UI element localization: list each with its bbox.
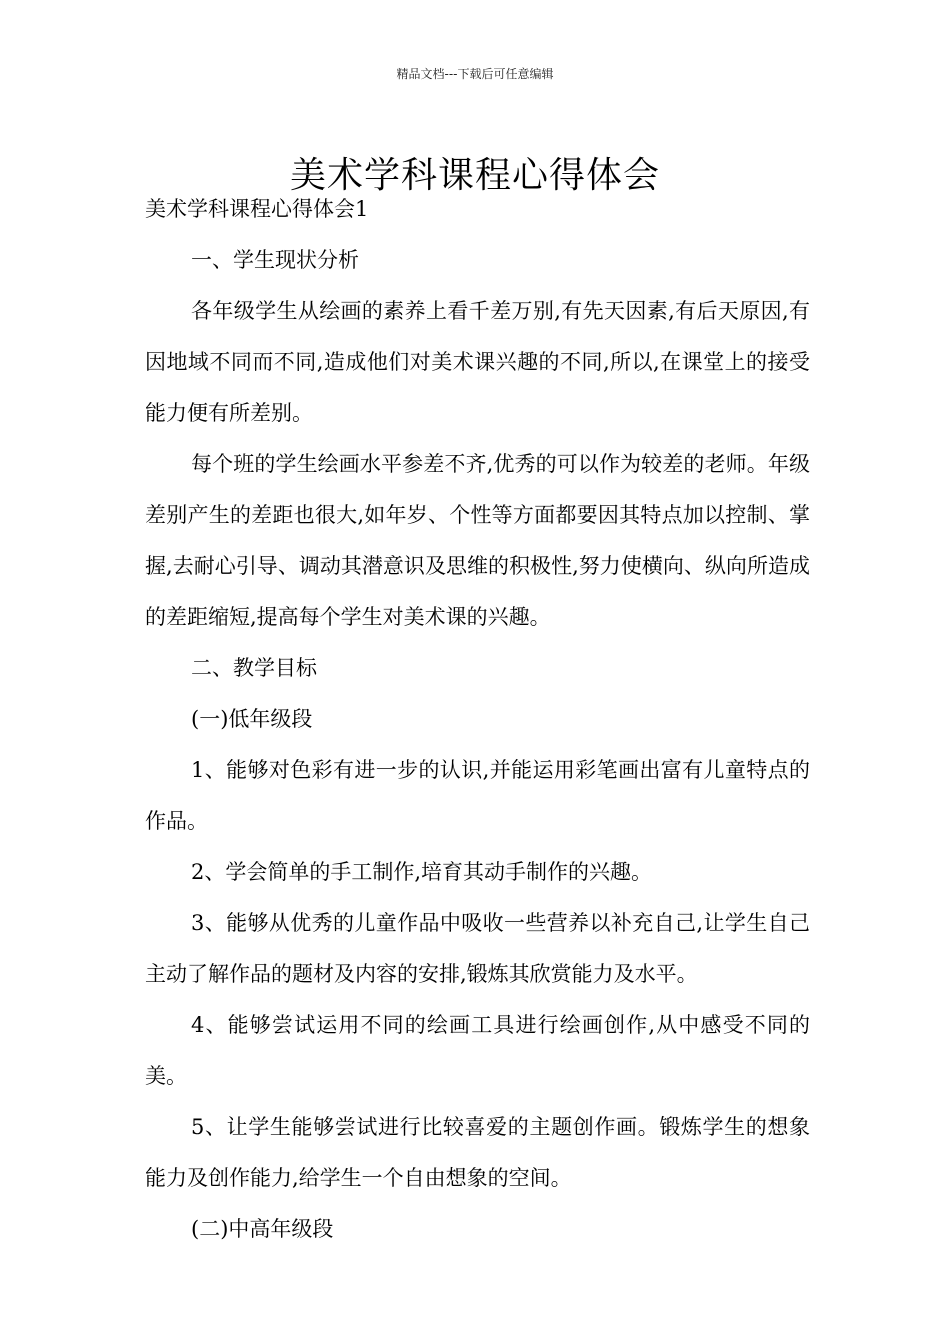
subsection-heading: (一)低年级段 [191, 707, 313, 731]
paragraph: 各年级学生从绘画的素养上看千差万别,有先天因素,有后天原因,有因地域不同而不同,造成他们对美术课兴趣的不同,所以,在课堂上的接受能力便有所差别。 [145, 299, 810, 425]
document-title: 美术学科课程心得体会 [289, 155, 660, 197]
list-item: 2、学会简单的手工制作,培育其动手制作的兴趣。 [191, 860, 653, 884]
paragraph: 每个班的学生绘画水平参差不齐,优秀的可以作为较差的老师。年级差别产生的差距也很大,如年岁、个性等方面都要因其特点加以控制、掌握,去耐心引导、调动其潜意识及思维的积极性,努力使横向、纵向所造成的差距缩短,提高每个学生对美术课的兴趣。 [145, 452, 810, 629]
list-item: 5、让学生能够尝试进行比较喜爱的主题创作画。锻炼学生的想象能力及创作能力,给学生一个自由想象的空间。 [145, 1115, 810, 1190]
document-body [145, 184, 810, 1255]
list-item: 4、能够尝试运用不同的绘画工具进行绘画创作,从中感受不同的美。 [145, 1013, 810, 1088]
list-item: 1、能够对色彩有进一步的认识,并能运用彩笔画出富有儿童特点的作品。 [145, 758, 810, 833]
list-item: 3、能够从优秀的儿童作品中吸收一些营养以补充自己,让学生自己主动了解作品的题材及内容的安排,锻炼其欣赏能力及水平。 [145, 911, 810, 986]
section-heading: 二、教学目标 [191, 656, 317, 680]
document-subtitle: 美术学科课程心得体会1 [145, 197, 369, 221]
page-header: 精品文档---下载后可任意编辑 [396, 67, 554, 81]
subsection-heading: (二)中高年级段 [191, 1217, 334, 1241]
section-heading: 一、学生现状分析 [191, 248, 359, 272]
